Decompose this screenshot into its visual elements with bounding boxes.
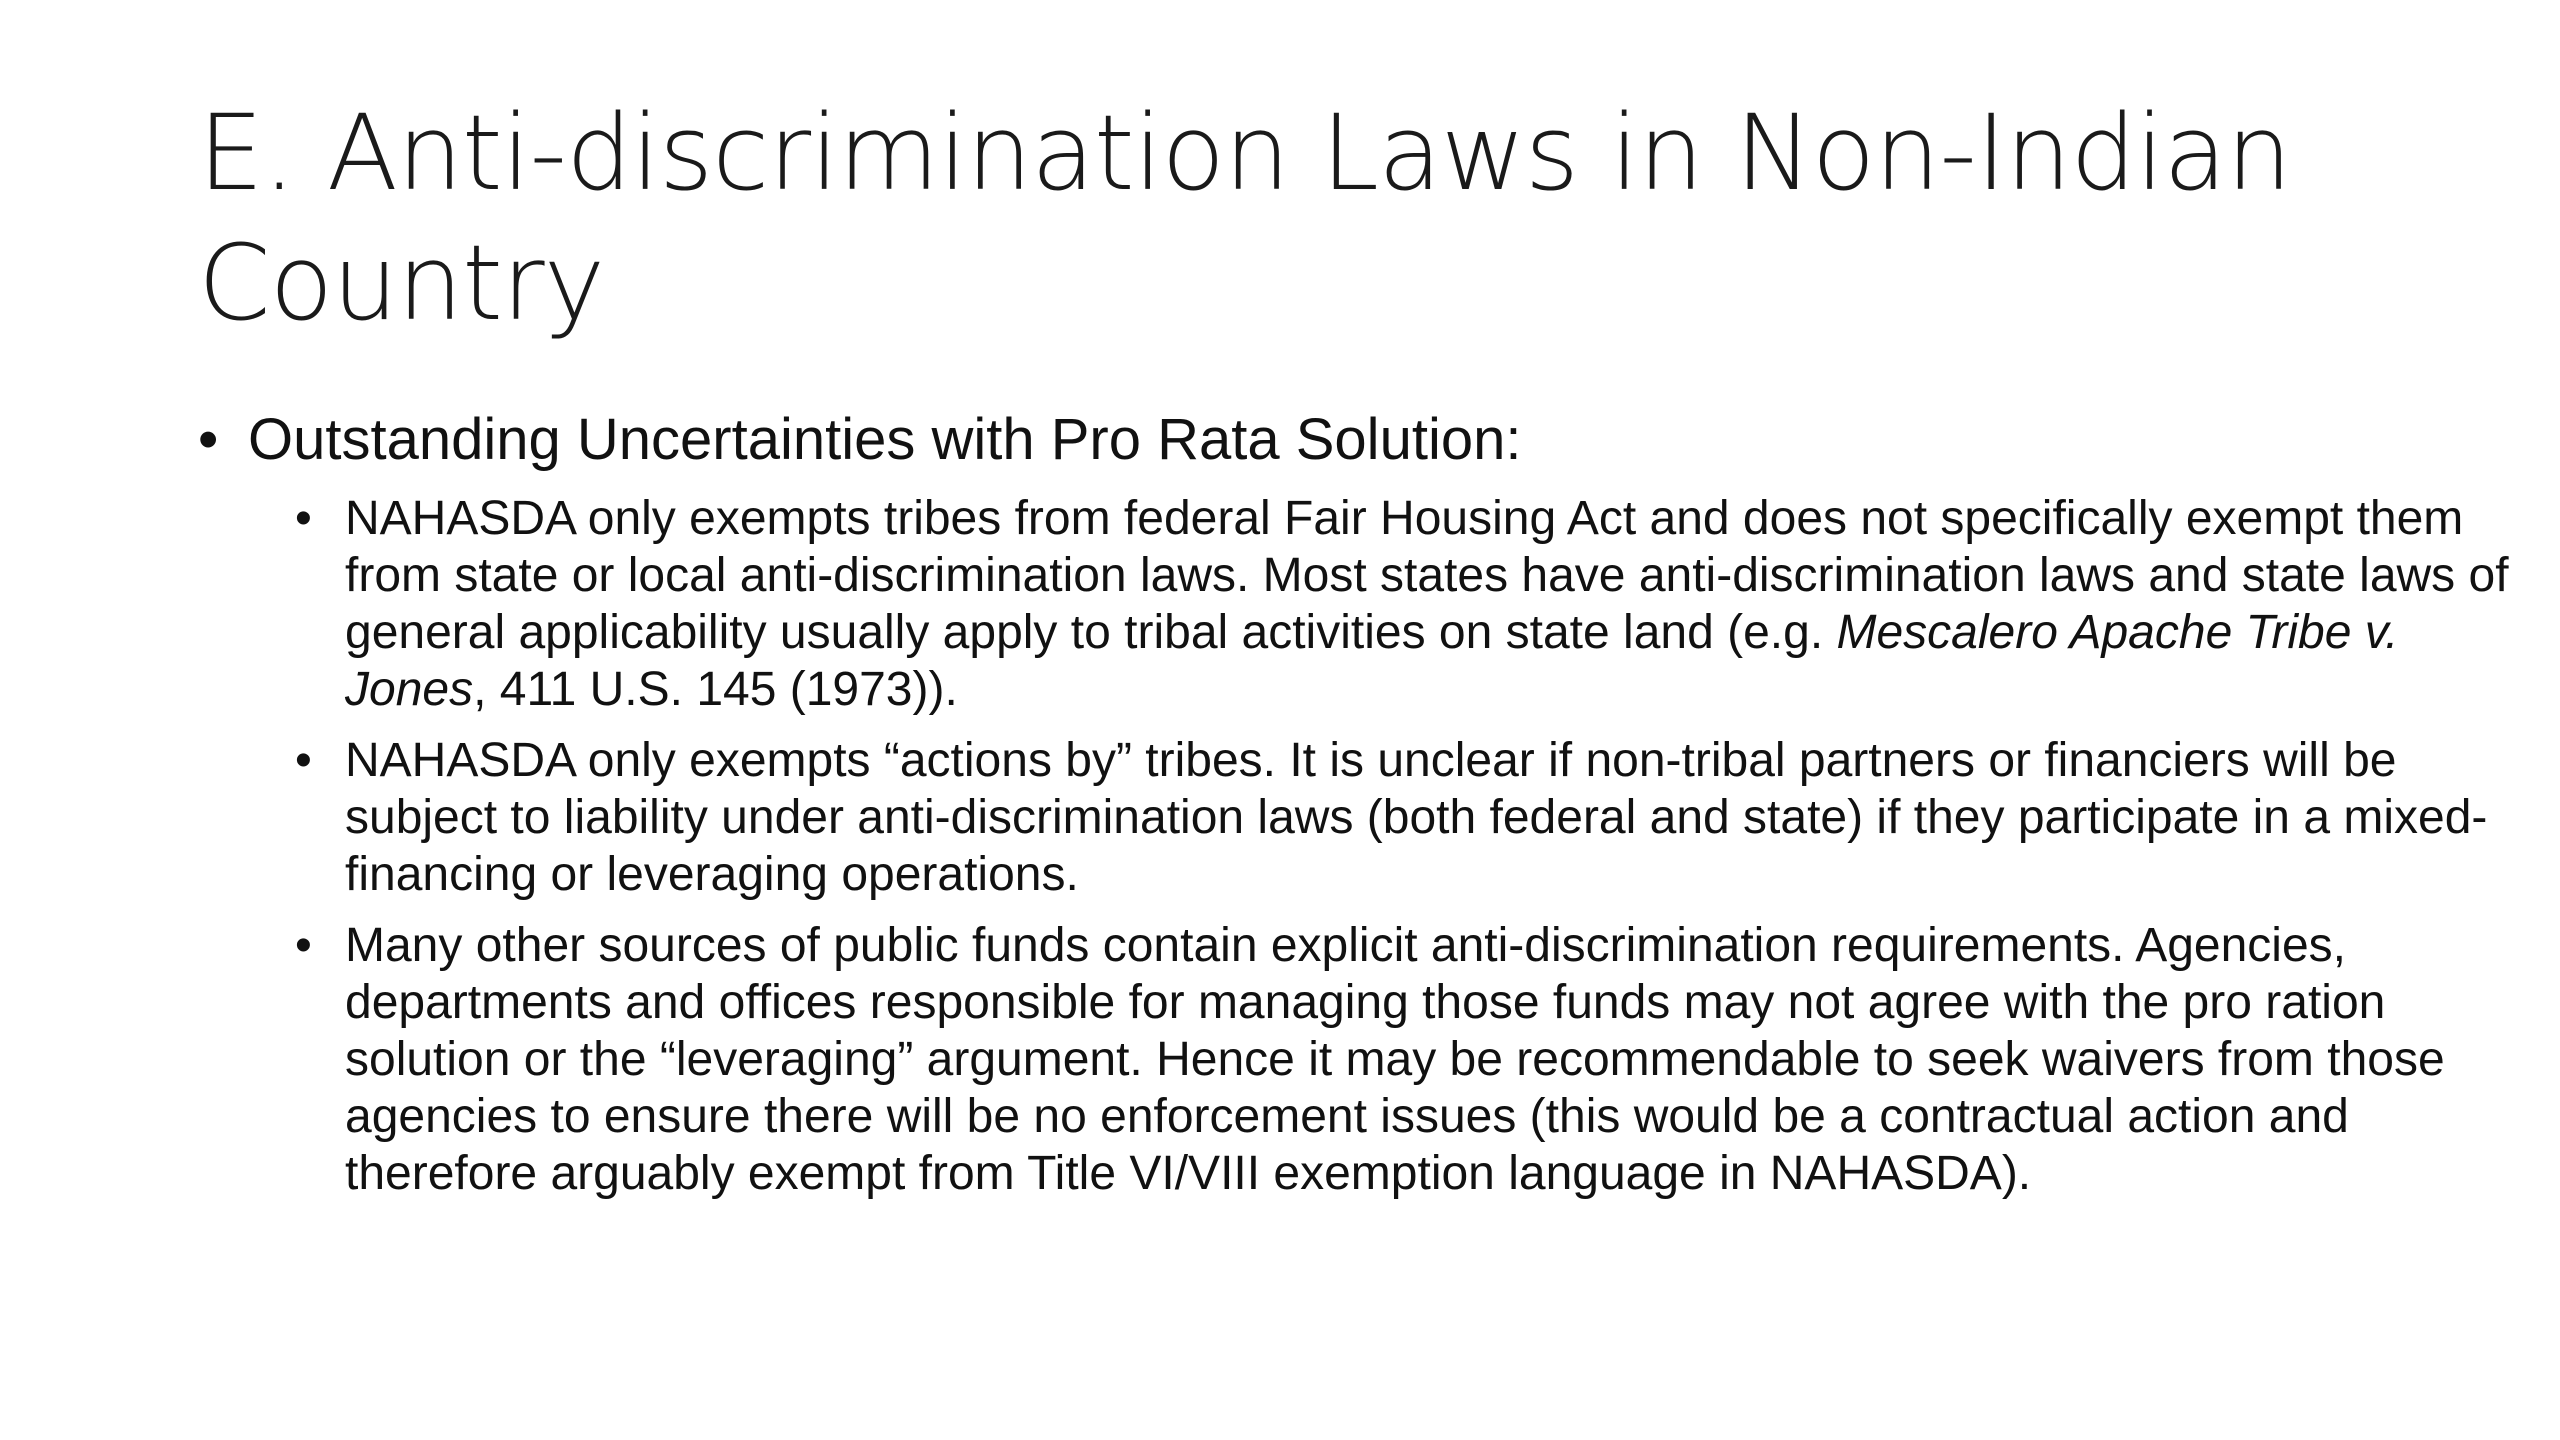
slide-title: E. Anti-discrimination Laws in Non-Indian Country [198,92,2291,344]
sub-bullet-text: Many other sources of public funds contain explicit anti-discrimination requirements. Agencies, departments and offices responsible for managing those funds may not agree with the pro ration solution or the “leveraging” argument. Hence it may be recommendable to seek waivers from those agencies to ensure there will be no enforcement issues (this would be a contractual action and therefore arguably exempt from Title VI/VIII exemption language in NAHASDA). [345,919,2445,1200]
sub-bullet-list [248,490,2509,1202]
sub-bullet-text [345,490,2545,718]
bullet-dot-icon: • [295,492,312,545]
sub-bullet-text: NAHASDA only exempts “actions by” tribes. It is unclear if non-tribal partners or financiers will be subject to liability under anti-discrimination laws (both federal and state) if they participate in a mixed-financing or leveraging operations. [345,734,2488,901]
sub-bullet-item [295,732,2488,903]
main-bullet-item [198,404,2509,1202]
bullet-dot-icon: • [295,919,312,972]
case-citation: Mescalero Apache Tribe v. Jones [345,606,2399,716]
bullet-dot-icon: • [198,407,219,472]
main-bullet-text: Outstanding Uncertainties with Pro Rata Solution: [248,407,1522,472]
sub-bullet-item [295,490,2509,718]
sub-bullet-text-part: NAHASDA only exempts tribes from federal Fair Housing Act and does not specifically exempt them from state or local anti-discrimination laws. Most states have anti-discrimination laws and state laws of general applicability usually apply to tribal activities on state land (e.g. [345,492,2509,659]
bullet-dot-icon: • [295,734,312,787]
sub-bullet-item [295,917,2445,1202]
slide-content [198,404,2509,1202]
bullet-list [198,404,2509,1202]
sub-bullet-text-part: , 411 U.S. 145 (1973)). [473,663,958,716]
